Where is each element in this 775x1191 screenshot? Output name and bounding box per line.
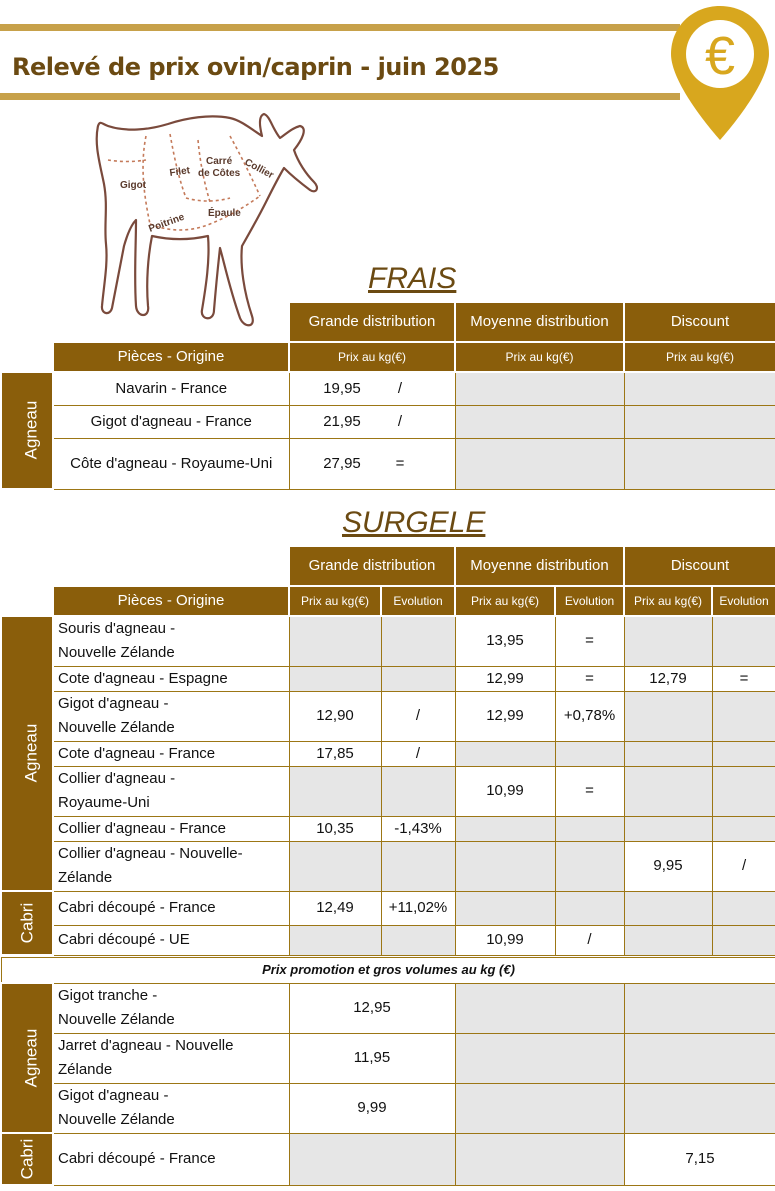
surgele-cell-gd-e [381,616,455,666]
surgele-cell-d-p [624,766,712,816]
frais-title: FRAIS [368,262,457,295]
surgele-col-evol-md: Evolution [555,586,624,616]
surgele-cell-gd-p [289,925,381,955]
frais-gd-price: 27,95 [323,454,361,472]
promo-piece-line1: Gigot tranche - [58,987,158,1004]
goat-label-collier: Collier [242,156,276,182]
surgele-group-cabri: Cabri [1,891,53,955]
frais-table [0,301,775,490]
surgele-cell-d-e [712,691,775,741]
frais-piece: Gigot d'agneau - France [53,405,289,438]
surgele-piece [53,925,289,955]
surgele-cell-md-e: = [555,766,624,816]
surgele-col-evol-d: Evolution [712,586,775,616]
surgele-cell-md-p: 12,99 [455,666,555,691]
surgele-cell-md-p [455,891,555,925]
surgele-cell-gd-e: / [381,691,455,741]
surgele-cell-d-p [624,816,712,841]
surgele-cell-md-p [455,741,555,766]
euro-location-pin-icon [667,2,773,144]
promo-cell-d [624,1033,775,1083]
promo-cell-gd: 12,95 [289,983,455,1033]
surgele-cell-gd-p [289,841,381,891]
promo-piece [53,983,289,1033]
surgele-cell-md-p [455,816,555,841]
surgele-piece-line2: Nouvelle Zélande [58,719,175,736]
goat-label-carre: Carré [206,156,233,167]
surgele-cell-d-p [624,741,712,766]
frais-group-agneau: Agneau [1,372,53,489]
surgele-cell-gd-p: 12,49 [289,891,381,925]
header-line-bottom [0,93,680,100]
surgele-cell-md-e [555,741,624,766]
surgele-cell-d-e [712,925,775,955]
surgele-cell-md-e: +0,78% [555,691,624,741]
surgele-cell-md-e [555,891,624,925]
promo-piece [53,1033,289,1083]
surgele-cell-d-p: 12,79 [624,666,712,691]
goat-label-de-cotes: de Côtes [198,168,241,179]
frais-piece: Côte d'agneau - Royaume-Uni [53,438,289,489]
frais-gd-price: 19,95 [323,379,361,397]
surgele-cell-gd-p [289,616,381,666]
frais-col-price-gd: Prix au kg(€) [289,342,455,372]
surgele-cell-d-p: 9,95 [624,841,712,891]
promo-cell-md [455,983,624,1033]
surgele-piece-line1: Cote d'agneau - Espagne [58,669,228,687]
promo-cell-gd: 9,99 [289,1083,455,1133]
surgele-cell-gd-e: / [381,741,455,766]
surgele-piece [53,816,289,841]
goat-label-epaule: Épaule [208,208,241,219]
promo-group-agneau: Agneau [1,983,53,1133]
surgele-cell-md-e [555,816,624,841]
promo-cell-d [624,1083,775,1133]
promo-piece-line2: Zélande [58,1061,113,1078]
surgele-piece [53,841,289,891]
surgele-cell-md-e: = [555,666,624,691]
surgele-cell-d-p [624,925,712,955]
frais-gd-cell [289,405,455,438]
frais-header-grande-distribution: Grande distribution [289,302,455,342]
surgele-cell-d-e [712,816,775,841]
frais-header-discount: Discount [624,302,775,342]
promo-piece [53,1083,289,1133]
frais-col-piece: Pièces - Origine [53,342,289,372]
surgele-cell-gd-e [381,766,455,816]
surgele-cell-d-e [712,741,775,766]
surgele-piece-line2: Royaume-Uni [58,794,150,811]
frais-piece: Navarin - France [53,372,289,405]
surgele-cell-md-e [555,841,624,891]
surgele-header-discount: Discount [624,546,775,586]
surgele-table [0,545,775,956]
surgele-title: SURGELE [342,506,486,539]
surgele-cell-gd-e: -1,43% [381,816,455,841]
promo-cell-md [455,1133,624,1185]
header-line-top [0,24,680,31]
promo-piece-line2: Nouvelle Zélande [58,1111,175,1128]
surgele-cell-md-p: 12,99 [455,691,555,741]
goat-label-poitrine: Poitrine [147,211,187,235]
surgele-header-grande-distribution: Grande distribution [289,546,455,586]
euro-symbol: € [704,26,736,86]
surgele-cell-d-e: / [712,841,775,891]
surgele-col-price-md: Prix au kg(€) [455,586,555,616]
surgele-col-price-d: Prix au kg(€) [624,586,712,616]
surgele-cell-d-e [712,891,775,925]
surgele-piece-line2: Zélande [58,869,113,886]
surgele-piece [53,616,289,666]
surgele-piece [53,741,289,766]
promo-cell-gd [289,1133,455,1185]
promo-cell-md [455,1083,624,1133]
surgele-cell-md-p: 10,99 [455,766,555,816]
surgele-col-evol-gd: Evolution [381,586,455,616]
surgele-cell-d-e: = [712,666,775,691]
surgele-cell-gd-e [381,666,455,691]
surgele-cell-d-e [712,766,775,816]
surgele-cell-md-e: / [555,925,624,955]
surgele-piece-line1: Gigot d'agneau - [58,695,169,712]
frais-gd-evol: = [395,454,405,472]
surgele-piece [53,666,289,691]
promo-cell-gd: 11,95 [289,1033,455,1083]
promo-piece-line1: Gigot d'agneau - [58,1087,169,1104]
surgele-piece-line1: Cabri découpé - UE [58,931,190,948]
surgele-header-moyenne-distribution: Moyenne distribution [455,546,624,586]
promo-cell-md [455,1033,624,1083]
surgele-cell-md-e: = [555,616,624,666]
surgele-cell-d-e [712,616,775,666]
surgele-piece-line2: Nouvelle Zélande [58,644,175,662]
frais-gd-cell [289,438,455,489]
surgele-piece-line1: Collier d'agneau - Nouvelle- [58,845,243,862]
frais-col-price-d: Prix au kg(€) [624,342,775,372]
surgele-piece [53,691,289,741]
surgele-cell-d-p [624,691,712,741]
surgele-cell-d-p [624,891,712,925]
frais-gd-evol: / [397,379,403,397]
promo-piece-line1: Jarret d'agneau - Nouvelle [58,1037,234,1054]
frais-gd-evol: / [397,412,403,430]
promo-cell-d [624,983,775,1033]
surgele-piece [53,766,289,816]
surgele-piece-line1: Collier d'agneau - [58,770,176,787]
surgele-cell-md-p [455,841,555,891]
promo-cell-d: 7,15 [624,1133,775,1185]
surgele-cell-md-p: 10,99 [455,925,555,955]
promo-piece-line2: Nouvelle Zélande [58,1011,175,1028]
surgele-col-piece: Pièces - Origine [53,586,289,616]
frais-gd-cell [289,372,455,405]
surgele-cell-gd-p [289,666,381,691]
surgele-piece [53,891,289,925]
surgele-cell-gd-p: 10,35 [289,816,381,841]
surgele-piece-line1: Collier d'agneau - France [58,819,226,837]
goat-label-filet: Filet [168,165,191,179]
goat-label-gigot: Gigot [120,180,147,191]
surgele-piece-line1: Souris d'agneau - [58,620,176,638]
surgele-cell-d-p [624,616,712,666]
frais-col-price-md: Prix au kg(€) [455,342,624,372]
surgele-cell-gd-e: +11,02% [381,891,455,925]
surgele-cell-gd-p: 17,85 [289,741,381,766]
promo-title: Prix promotion et gros volumes au kg (€) [1,958,775,984]
surgele-cell-gd-e [381,841,455,891]
promo-piece [53,1133,289,1185]
page-title: Relevé de prix ovin/caprin - juin 2025 [12,53,499,81]
surgele-cell-gd-p: 12,90 [289,691,381,741]
surgele-cell-gd-e [381,925,455,955]
promo-table [0,957,775,1186]
frais-gd-price: 21,95 [323,412,361,430]
surgele-cell-md-p: 13,95 [455,616,555,666]
surgele-piece-line1: Cabri découpé - France [58,899,216,916]
promo-piece-line1: Cabri découpé - France [58,1150,216,1167]
frais-header-moyenne-distribution: Moyenne distribution [455,302,624,342]
surgele-cell-gd-p [289,766,381,816]
surgele-col-price-gd: Prix au kg(€) [289,586,381,616]
surgele-group-agneau: Agneau [1,616,53,891]
promo-group-cabri: Cabri [1,1133,53,1185]
surgele-piece-line1: Cote d'agneau - France [58,744,216,762]
